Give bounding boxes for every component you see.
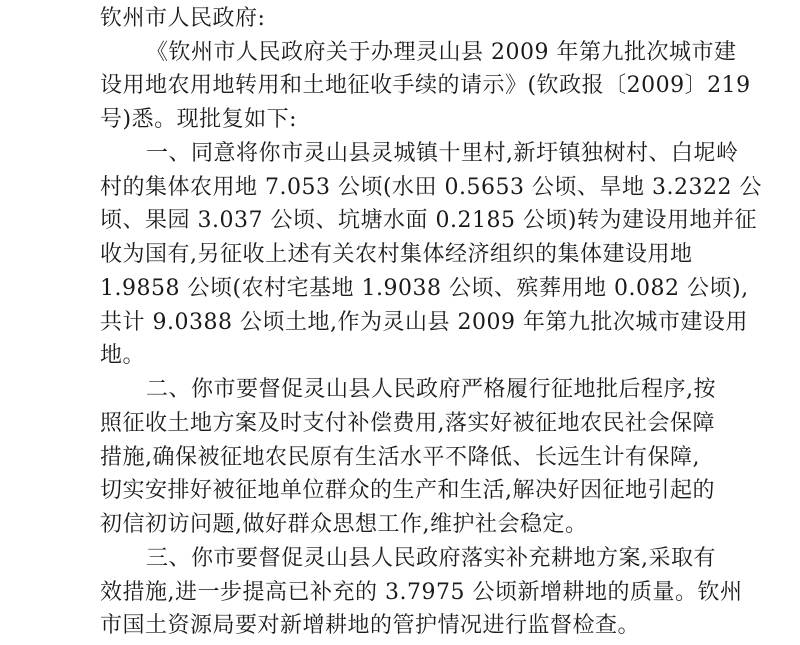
salutation: 钦州市人民政府: [100, 6, 266, 31]
paragraph-line: 效措施,进一步提高已补充的 3.7975 公顷新增耕地的质量。钦州 [100, 580, 743, 605]
paragraph-line: 1.9858 公顷(农村宅基地 1.9038 公顷、殡葬用地 0.082 公顷), [100, 276, 749, 301]
paragraph-line: 地。 [100, 343, 146, 368]
paragraph-line: 顷、果园 3.037 公顷、坑塘水面 0.2185 公顷)转为建设用地并征 [100, 208, 758, 233]
paragraph-line: 照征收土地方案及时支付补偿费用,落实好被征地农民社会保障 [100, 411, 715, 436]
paragraph-line: 收为国有,另征收上述有关农村集体经济组织的集体建设用地 [100, 242, 693, 267]
paragraph-line: 设用地农用地转用和土地征收手续的请示》(钦政报〔2009〕219 [100, 73, 751, 98]
paragraph-line: 《钦州市人民政府关于办理灵山县 2009 年第九批次城市建 [146, 40, 737, 65]
paragraph-line: 初信初访问题,做好群众思想工作,维护社会稳定。 [100, 512, 588, 537]
paragraph-line: 市国土资源局要对新增耕地的管护情况进行监督检查。 [100, 613, 641, 638]
paragraph-line: 措施,确保被征地农民原有生活水平不降低、长远生计有保障, [100, 445, 700, 470]
paragraph-line: 村的集体农用地 7.053 公顷(水田 0.5653 公顷、旱地 3.2322 公 [100, 175, 762, 200]
paragraph-line: 切实安排好被征地单位群众的生产和生活,解决好因征地引起的 [100, 478, 715, 503]
paragraph-line: 共计 9.0388 公顷土地,作为灵山县 2009 年第九批次城市建设用 [100, 310, 748, 335]
paragraph-line: 三、你市要督促灵山县人民政府落实补充耕地方案,采取有 [146, 546, 716, 571]
paragraph-line: 二、你市要督促灵山县人民政府严格履行征地批后程序,按 [146, 377, 716, 402]
paragraph-line: 号)悉。现批复如下: [100, 107, 297, 132]
paragraph-line: 一、同意将你市灵山县灵城镇十里村,新圩镇独树村、白坭岭 [146, 141, 739, 166]
